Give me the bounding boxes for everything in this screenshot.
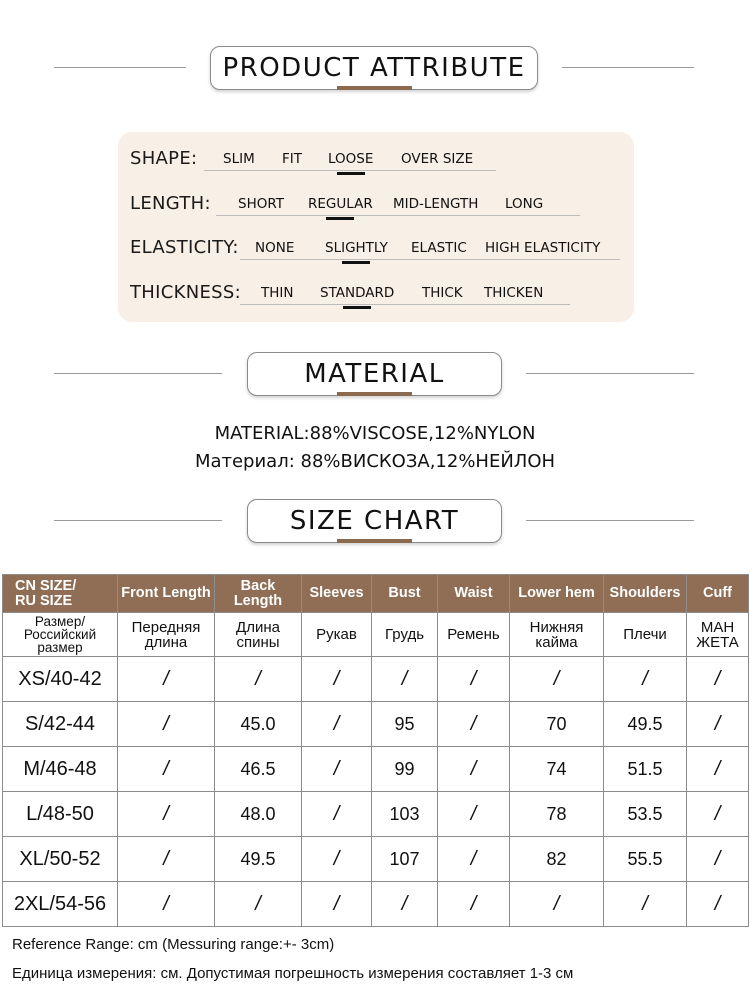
size-label-cell: S/42-44 bbox=[3, 702, 118, 747]
table-header-row-ru bbox=[3, 613, 749, 657]
table-cell: / bbox=[687, 792, 749, 837]
table-cell: Sleeves bbox=[302, 575, 372, 613]
attribute-row-elasticity bbox=[118, 235, 634, 265]
table-cell: 99 bbox=[372, 747, 438, 792]
table-cell: Длина спины bbox=[215, 613, 302, 657]
header-line-right bbox=[526, 520, 694, 521]
table-cell: / bbox=[118, 747, 215, 792]
attribute-option: THICK bbox=[422, 285, 463, 301]
table-cell: Cuff bbox=[687, 575, 749, 613]
table-row bbox=[3, 882, 749, 927]
table-row bbox=[3, 657, 749, 702]
table-cell: 70 bbox=[510, 702, 604, 747]
table-cell: Front Length bbox=[118, 575, 215, 613]
measurement-error-note: Единица измерения: см. Допустимая погрешность измерения составляет 1-3 см bbox=[12, 965, 574, 982]
table-cell: / bbox=[438, 747, 510, 792]
attribute-option-selected: STANDARD bbox=[320, 285, 395, 301]
table-row bbox=[3, 837, 749, 882]
table-cell: / bbox=[687, 657, 749, 702]
attribute-label: THICKNESS: bbox=[130, 282, 241, 303]
size-label-cell: 2XL/54-56 bbox=[3, 882, 118, 927]
attribute-option: OVER SIZE bbox=[401, 151, 474, 167]
table-cell: / bbox=[604, 657, 687, 702]
size-label-cell: M/46-48 bbox=[3, 747, 118, 792]
table-cell: 95 bbox=[372, 702, 438, 747]
table-cell: Плечи bbox=[604, 613, 687, 657]
table-cell: / bbox=[438, 792, 510, 837]
table-cell: Waist bbox=[438, 575, 510, 613]
table-cell: / bbox=[687, 747, 749, 792]
table-cell: 74 bbox=[510, 747, 604, 792]
header-line-left bbox=[54, 373, 222, 374]
attribute-label: SHAPE: bbox=[130, 148, 198, 169]
table-cell: / bbox=[687, 882, 749, 927]
table-cell: Shoulders bbox=[604, 575, 687, 613]
attribute-option: LONG bbox=[505, 196, 544, 212]
attribute-row-shape bbox=[118, 146, 634, 176]
material-composition-ru: Материал: 88%ВИСКОЗА,12%НЕЙЛОН bbox=[194, 451, 556, 472]
material-composition-en: MATERIAL:88%VISCOSE,12%NYLON bbox=[214, 423, 536, 444]
attribute-option: HIGH ELASTICITY bbox=[485, 240, 601, 256]
table-header-row-en bbox=[3, 575, 749, 613]
header-line-left bbox=[54, 520, 222, 521]
material-header bbox=[0, 352, 750, 396]
header-accent-bar bbox=[337, 86, 412, 90]
table-cell: / bbox=[438, 837, 510, 882]
attribute-baseline bbox=[204, 170, 496, 171]
table-cell: 55.5 bbox=[604, 837, 687, 882]
table-cell: / bbox=[118, 657, 215, 702]
table-cell: 53.5 bbox=[604, 792, 687, 837]
table-cell: / bbox=[372, 882, 438, 927]
attribute-option: MID-LENGTH bbox=[393, 196, 479, 212]
table-cell: / bbox=[604, 882, 687, 927]
table-cell: 49.5 bbox=[215, 837, 302, 882]
size-label-cell: XS/40-42 bbox=[3, 657, 118, 702]
header-accent-bar bbox=[337, 539, 412, 543]
attribute-option-selected: SLIGHTLY bbox=[325, 240, 388, 256]
attribute-option: NONE bbox=[255, 240, 295, 256]
product-attribute-title: PRODUCT ATTRIBUTE bbox=[210, 46, 538, 90]
attribute-label: ELASTICITY: bbox=[130, 237, 239, 258]
table-cell: 107 bbox=[372, 837, 438, 882]
attribute-option-selected: REGULAR bbox=[308, 196, 373, 212]
attribute-option: THICKEN bbox=[484, 285, 544, 301]
table-cell: / bbox=[438, 657, 510, 702]
header-line-left bbox=[54, 67, 186, 68]
table-cell: / bbox=[215, 882, 302, 927]
attribute-row-length bbox=[118, 191, 634, 221]
table-cell: / bbox=[302, 702, 372, 747]
table-cell: 82 bbox=[510, 837, 604, 882]
table-row bbox=[3, 702, 749, 747]
size-label-cell: CN SIZE/ RU SIZE bbox=[3, 575, 118, 613]
header-line-right bbox=[562, 67, 694, 68]
attribute-baseline bbox=[240, 304, 570, 305]
table-cell: / bbox=[215, 657, 302, 702]
reference-range-note: Reference Range: cm (Messuring range:+- 3cm) bbox=[12, 936, 335, 953]
table-cell: 46.5 bbox=[215, 747, 302, 792]
attribute-option-selected: LOOSE bbox=[328, 151, 374, 167]
table-cell: 45.0 bbox=[215, 702, 302, 747]
product-attribute-header bbox=[0, 46, 750, 90]
table-cell: Нижняя кайма bbox=[510, 613, 604, 657]
table-cell: Грудь bbox=[372, 613, 438, 657]
attribute-label: LENGTH: bbox=[130, 193, 211, 214]
table-cell: 48.0 bbox=[215, 792, 302, 837]
attribute-option: THIN bbox=[261, 285, 294, 301]
material-title: MATERIAL bbox=[247, 352, 502, 396]
attribute-baseline bbox=[216, 215, 580, 216]
table-cell: МАН ЖЕТА bbox=[687, 613, 749, 657]
size-chart-header bbox=[0, 499, 750, 543]
table-cell: / bbox=[687, 702, 749, 747]
table-cell: Ремень bbox=[438, 613, 510, 657]
table-cell: Рукав bbox=[302, 613, 372, 657]
table-cell: / bbox=[687, 837, 749, 882]
table-cell: 51.5 bbox=[604, 747, 687, 792]
table-cell: / bbox=[302, 792, 372, 837]
table-cell: / bbox=[302, 657, 372, 702]
table-cell: / bbox=[302, 837, 372, 882]
product-attribute-panel bbox=[118, 132, 634, 322]
table-cell: / bbox=[118, 792, 215, 837]
table-cell: / bbox=[510, 882, 604, 927]
size-label-cell: XL/50-52 bbox=[3, 837, 118, 882]
size-label-cell: L/48-50 bbox=[3, 792, 118, 837]
table-row bbox=[3, 792, 749, 837]
table-cell: Передняя длина bbox=[118, 613, 215, 657]
attribute-option: FIT bbox=[282, 151, 302, 167]
size-chart-title: SIZE CHART bbox=[247, 499, 502, 543]
table-cell: / bbox=[438, 882, 510, 927]
table-cell: Back Length bbox=[215, 575, 302, 613]
attribute-row-thickness bbox=[118, 280, 634, 310]
header-line-right bbox=[526, 373, 694, 374]
table-cell: 78 bbox=[510, 792, 604, 837]
table-cell: / bbox=[118, 702, 215, 747]
table-cell: / bbox=[302, 882, 372, 927]
table-cell: 103 bbox=[372, 792, 438, 837]
attribute-baseline bbox=[240, 259, 620, 260]
table-cell: / bbox=[118, 882, 215, 927]
attribute-option: SHORT bbox=[238, 196, 284, 212]
attribute-option: ELASTIC bbox=[411, 240, 467, 256]
header-accent-bar bbox=[337, 392, 412, 396]
table-cell: / bbox=[372, 657, 438, 702]
table-row bbox=[3, 747, 749, 792]
table-cell: / bbox=[438, 702, 510, 747]
table-cell: / bbox=[118, 837, 215, 882]
table-cell: 49.5 bbox=[604, 702, 687, 747]
table-cell: Lower hem bbox=[510, 575, 604, 613]
size-label-cell: Размер/ Российский размер bbox=[3, 613, 118, 657]
table-cell: Bust bbox=[372, 575, 438, 613]
table-cell: / bbox=[302, 747, 372, 792]
table-cell: / bbox=[510, 657, 604, 702]
size-chart-table bbox=[2, 574, 749, 927]
attribute-option: SLIM bbox=[223, 151, 255, 167]
